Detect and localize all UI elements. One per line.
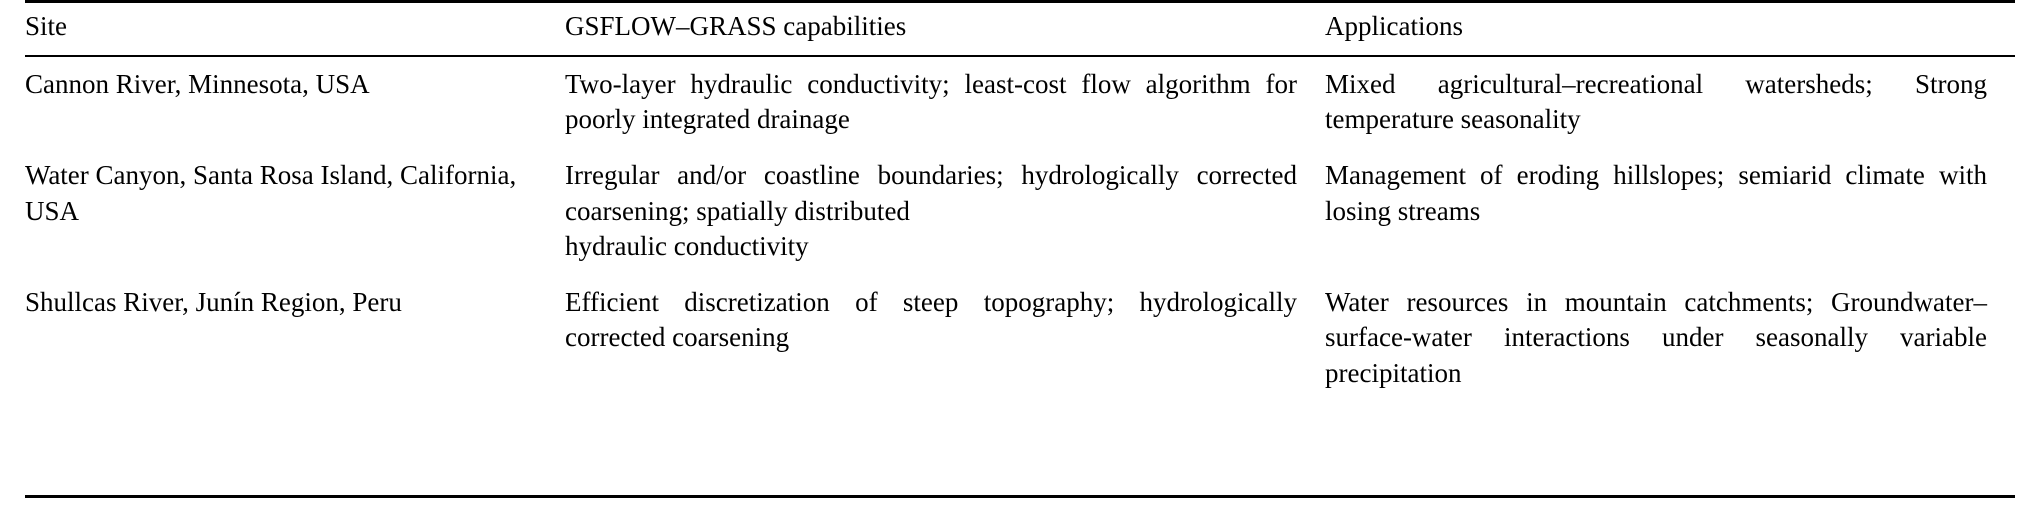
column-header-site: Site — [25, 2, 565, 56]
cell-capabilities-extra: hydraulic conductivity — [565, 231, 809, 262]
table-row — [25, 56, 2015, 148]
table-bottom-rule — [25, 495, 2015, 498]
table-header-row — [25, 2, 2015, 56]
cell-applications: Mixed agricultural–recreational watersheds; Strong temperature seasonality — [1325, 68, 1987, 135]
table-row — [25, 275, 2015, 406]
table-body — [25, 56, 2015, 406]
table-row — [25, 148, 2015, 275]
cell-capabilities — [565, 148, 1325, 275]
cell-site: Water Canyon, Santa Rosa Island, California, USA — [25, 159, 517, 226]
cell-applications: Water resources in mountain catchments; Groundwater–surface-water interactions under seasonally variable precipitation — [1325, 286, 1987, 388]
table-header — [25, 2, 2015, 56]
cell-capabilities: Efficient discretization of steep topography; hydrologically corrected coarsening — [565, 286, 1297, 353]
cell-capabilities: Two-layer hydraulic conductivity; least-cost flow algorithm for poorly integrated drainage — [565, 68, 1297, 135]
cell-site: Shullcas River, Junín Region, Peru — [25, 286, 402, 317]
capabilities-table — [25, 0, 2015, 406]
column-header-applications: Applications — [1325, 2, 2015, 56]
cell-applications: Management of eroding hillslopes; semiarid climate with losing streams — [1325, 159, 1987, 226]
column-header-capabilities: GSFLOW–GRASS capabilities — [565, 2, 1325, 56]
cell-site: Cannon River, Minnesota, USA — [25, 68, 370, 99]
cell-capabilities-main: Irregular and/or coastline boundaries; hydrologically corrected coarsening; spatially distributed — [565, 159, 1297, 226]
